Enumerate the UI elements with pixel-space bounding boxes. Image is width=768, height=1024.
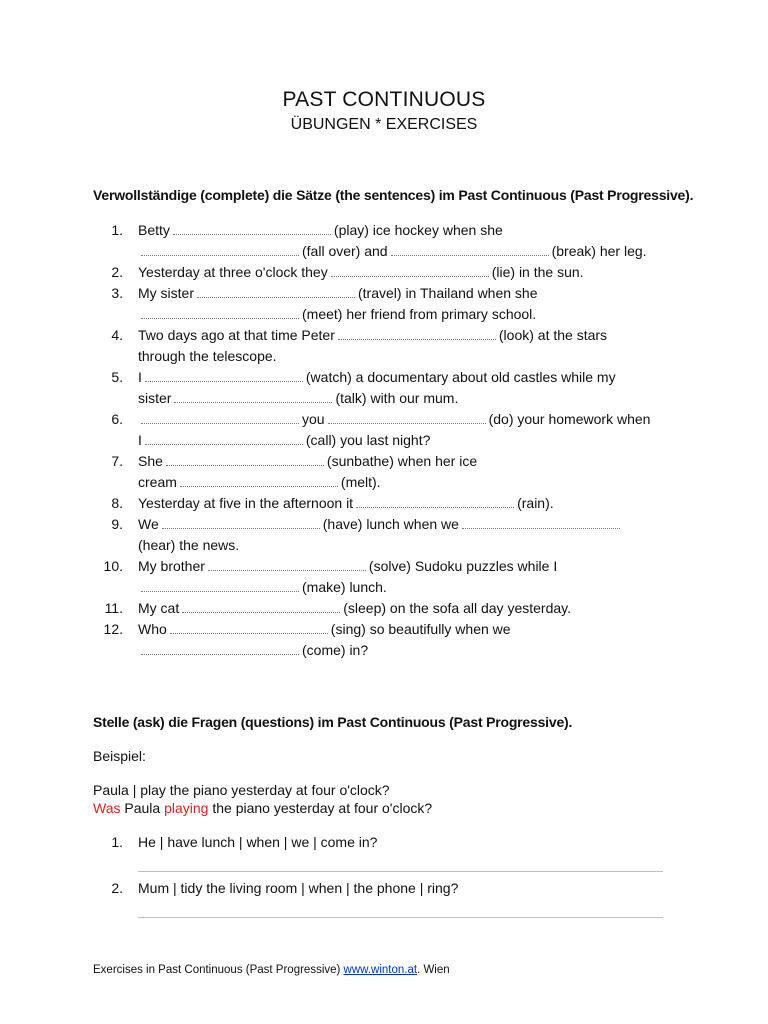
exercise-text: Yesterday at three o'clock they <box>138 264 328 280</box>
answer-blank[interactable] <box>356 495 514 508</box>
exercise-text: (do) your homework when <box>488 411 651 427</box>
exercise-text: (meet) her friend from primary school. <box>302 306 537 322</box>
exercise-item <box>93 493 693 514</box>
answer-blank[interactable] <box>180 474 338 487</box>
exercise-text: cream <box>138 474 177 490</box>
answer-blank[interactable] <box>141 411 299 424</box>
answer-blank[interactable] <box>145 432 303 445</box>
exercise-text: (rain). <box>517 495 554 511</box>
exercise-text: (look) at the stars <box>498 327 608 343</box>
section2-instruction: Stelle (ask) die Fragen (questions) im Past Continuous (Past Progressive). <box>93 714 573 730</box>
exercise-list <box>93 220 693 661</box>
page-subtitle: ÜBUNGEN * EXERCISES <box>290 116 478 133</box>
exercise-text: (call) you last night? <box>305 432 431 448</box>
answer-blank[interactable] <box>141 243 299 256</box>
exercise-number: 7. <box>111 453 123 469</box>
exercise-text: (watch) a documentary about old castles while my <box>305 369 616 385</box>
exercise-text: (solve) Sudoku puzzles while I <box>368 558 558 574</box>
exercise-text: (hear) the news. <box>138 537 240 553</box>
example-answer-verb: playing <box>164 800 209 816</box>
example-answer <box>93 800 432 816</box>
exercise-text: (sunbathe) when her ice <box>326 453 478 469</box>
exercise-number: 8. <box>111 495 123 511</box>
answer-blank[interactable] <box>391 243 549 256</box>
exercise-text: (talk) with our mum. <box>335 390 459 406</box>
footer-link[interactable]: www.winton.at <box>343 964 418 976</box>
exercise-text: (lie) in the sun. <box>491 264 584 280</box>
exercise-text: I <box>138 432 142 448</box>
example-answer-rest: the piano yesterday at four o'clock? <box>208 800 433 816</box>
example-answer-was: Was <box>93 800 121 816</box>
exercise-item <box>93 367 693 409</box>
footer-suffix: . Wien <box>417 964 450 976</box>
exercise-text: My cat <box>138 600 180 616</box>
answer-blank[interactable] <box>197 285 355 298</box>
footer-text: Exercises in Past Continuous (Past Progressive) <box>93 964 344 976</box>
answer-blank[interactable] <box>141 642 299 655</box>
exercise-item <box>93 283 693 325</box>
exercise-text: Two days ago at that time Peter <box>138 327 335 343</box>
answer-blank[interactable] <box>141 579 299 592</box>
example-answer-subject: Paula <box>120 800 165 816</box>
answer-blank[interactable] <box>166 453 324 466</box>
example-label: Beispiel: <box>93 748 146 764</box>
example-prompt: Paula | play the piano yesterday at four o'clock? <box>93 782 390 798</box>
exercise-item <box>93 451 693 493</box>
exercise-item <box>93 556 693 598</box>
exercise-number: 2. <box>111 264 123 280</box>
footer <box>93 964 450 976</box>
answer-line[interactable] <box>138 871 663 872</box>
exercise-text: (sleep) on the sofa all day yesterday. <box>343 600 571 616</box>
exercise-item <box>93 514 693 556</box>
exercise-text: (play) ice hockey when she <box>333 222 503 238</box>
exercise-text: (make) lunch. <box>302 579 387 595</box>
exercise-text: sister <box>138 390 172 406</box>
answer-blank[interactable] <box>338 327 496 340</box>
answer-line[interactable] <box>138 917 663 918</box>
exercise-number: 4. <box>111 327 123 343</box>
answer-blank[interactable] <box>162 516 320 529</box>
question-text: He | have lunch | when | we | come in? <box>138 834 378 850</box>
exercise-text: (have) lunch when we <box>322 516 459 532</box>
exercise-text: you <box>302 411 325 427</box>
question-number: 1. <box>111 834 123 850</box>
exercise-item <box>93 325 693 367</box>
exercise-text: (fall over) and <box>302 243 388 259</box>
exercise-text: (melt). <box>340 474 381 490</box>
question-number: 2. <box>111 880 123 896</box>
exercise-text: (sing) so beautifully when we <box>330 621 511 637</box>
answer-blank[interactable] <box>331 264 489 277</box>
answer-blank[interactable] <box>173 222 331 235</box>
exercise-item <box>93 598 693 619</box>
section1-instruction: Verwollständige (complete) die Sätze (the sentences) im Past Continuous (Past Progressive). <box>93 187 694 203</box>
answer-blank[interactable] <box>141 306 299 319</box>
answer-blank[interactable] <box>170 621 328 634</box>
exercise-number: 5. <box>111 369 123 385</box>
answer-blank[interactable] <box>174 390 332 403</box>
exercise-text: My sister <box>138 285 194 301</box>
answer-blank[interactable] <box>208 558 366 571</box>
exercise-text: She <box>138 453 163 469</box>
exercise-number: 9. <box>111 516 123 532</box>
answer-blank[interactable] <box>182 600 340 613</box>
exercise-item <box>93 409 693 451</box>
exercise-item <box>93 220 693 262</box>
exercise-text: through the telescope. <box>138 348 277 364</box>
exercise-text: We <box>138 516 159 532</box>
page-title: PAST CONTINUOUS <box>282 88 486 111</box>
exercise-number: 3. <box>111 285 123 301</box>
exercise-text: My brother <box>138 558 205 574</box>
exercise-number: 10. <box>103 558 123 574</box>
exercise-number: 6. <box>111 411 123 427</box>
exercise-item <box>93 262 693 283</box>
exercise-text: (come) in? <box>302 642 369 658</box>
exercise-number: 11. <box>104 600 123 616</box>
answer-blank[interactable] <box>328 411 486 424</box>
exercise-item <box>93 619 693 661</box>
exercise-text: Yesterday at five in the afternoon it <box>138 495 354 511</box>
exercise-text: Betty <box>138 222 170 238</box>
exercise-text: (break) her leg. <box>551 243 647 259</box>
answer-blank[interactable] <box>462 516 620 529</box>
question-text: Mum | tidy the living room | when | the phone | ring? <box>138 880 459 896</box>
exercise-text: I <box>138 369 142 385</box>
exercise-number: 12. <box>103 621 123 637</box>
exercise-number: 1. <box>111 222 123 238</box>
exercise-text: (travel) in Thailand when she <box>358 285 538 301</box>
exercise-text: Who <box>138 621 167 637</box>
answer-blank[interactable] <box>145 369 303 382</box>
